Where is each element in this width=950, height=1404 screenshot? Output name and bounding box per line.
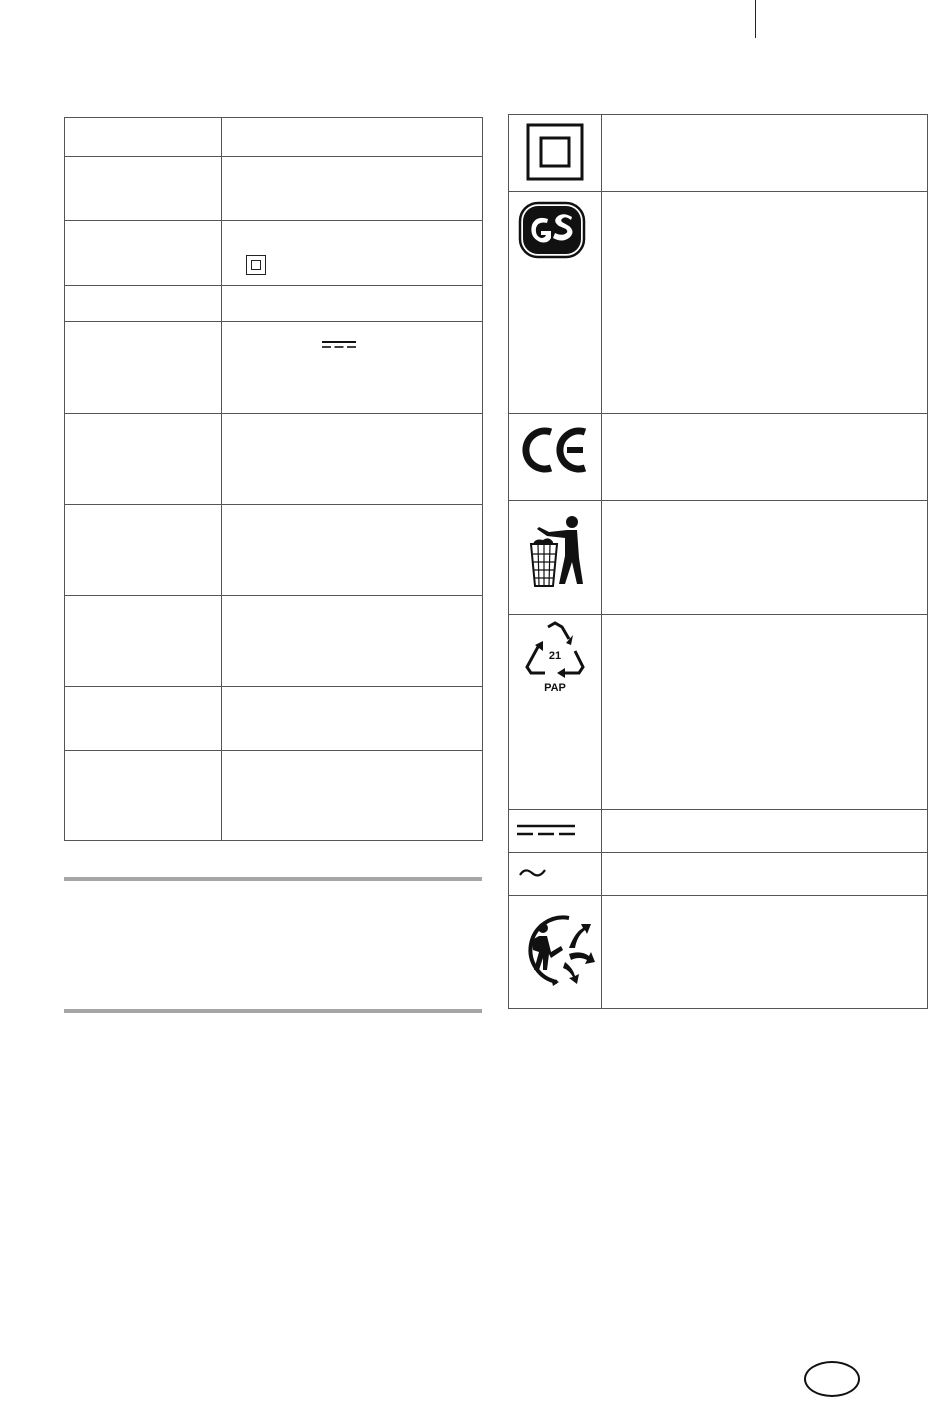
- direct-current-small-icon: [322, 341, 356, 349]
- table-row: [509, 853, 928, 896]
- class-ii-small-icon: [246, 255, 266, 275]
- ce-mark-icon: [521, 426, 589, 474]
- table-row: [65, 157, 483, 221]
- class-ii-double-insulation-icon: [526, 123, 584, 181]
- technical-data-table: [64, 117, 483, 841]
- alternating-current-icon: [518, 863, 548, 883]
- table-row: [509, 896, 928, 1009]
- table-row: [65, 286, 483, 322]
- triman-sorting-icon: [517, 910, 595, 986]
- recycle-code: PAP: [544, 682, 566, 694]
- table-row: [65, 414, 483, 505]
- crop-mark: [755, 0, 756, 38]
- paper-recycling-triangle-icon: [521, 621, 589, 695]
- table-row: [65, 221, 483, 286]
- table-row: [65, 687, 483, 751]
- table-row: [509, 810, 928, 853]
- section-rule-top: [64, 877, 482, 881]
- symbols-legend-table: [508, 114, 928, 1009]
- table-row: [509, 501, 928, 615]
- recycle-number: 21: [548, 650, 562, 662]
- person-throwing-waste-into-bin-icon: [523, 514, 585, 588]
- table-row: [65, 596, 483, 687]
- table-row: [509, 192, 928, 414]
- section-rule-bottom: [64, 1009, 482, 1013]
- table-row: [65, 751, 483, 841]
- table-row: [65, 322, 483, 414]
- table-row: [65, 118, 483, 157]
- table-row: [65, 505, 483, 596]
- table-row: [509, 414, 928, 501]
- country-code-badge: [804, 1361, 860, 1397]
- direct-current-icon: [517, 824, 575, 836]
- table-row: [509, 615, 928, 810]
- table-row: [509, 115, 928, 192]
- gs-tested-safety-icon: [518, 201, 586, 259]
